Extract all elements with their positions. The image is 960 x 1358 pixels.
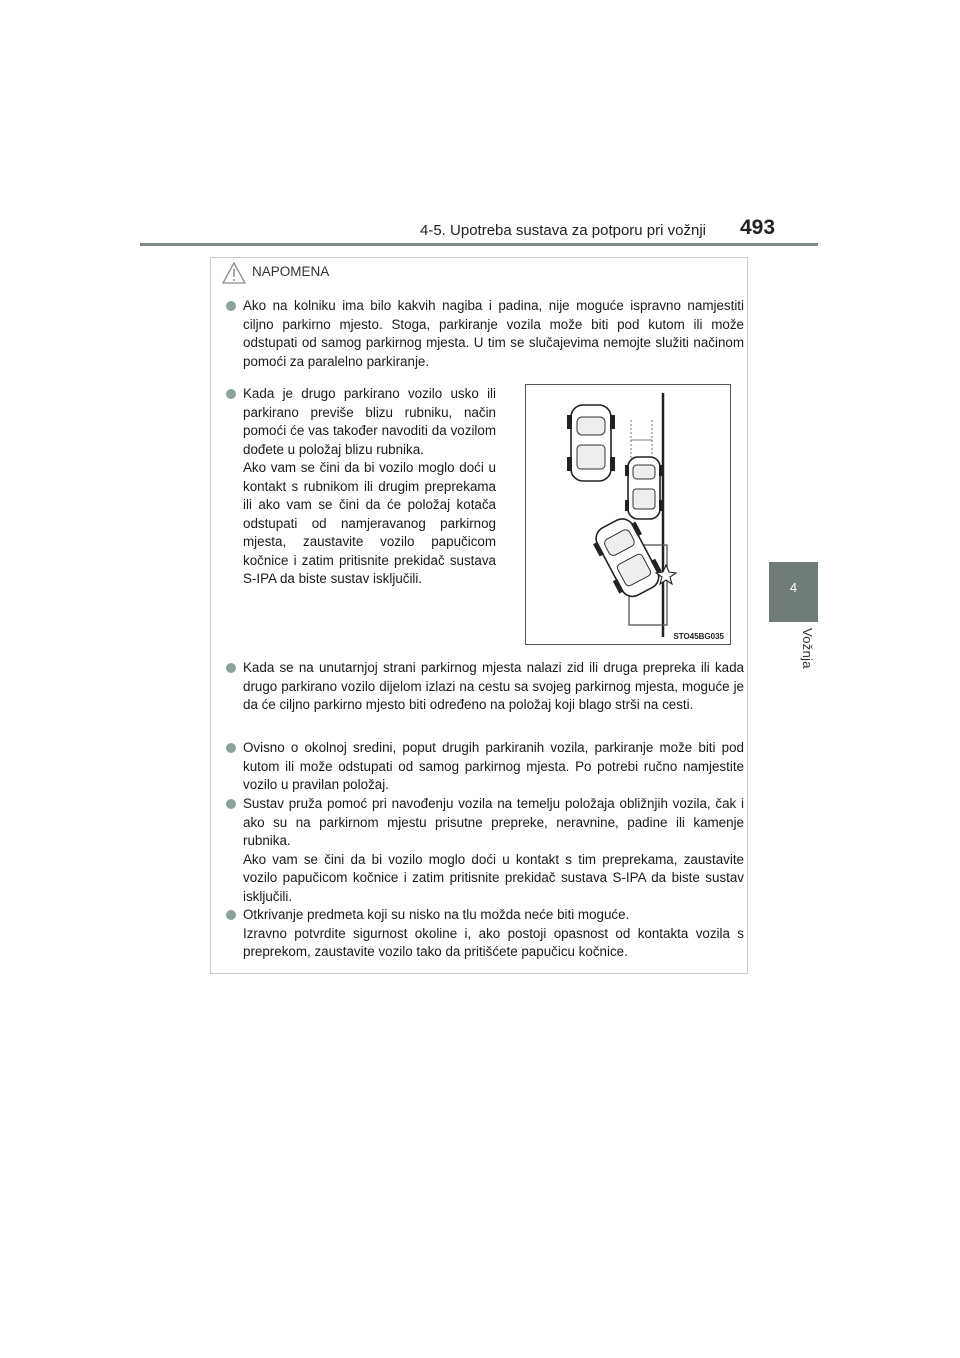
bullet-dot <box>226 910 236 920</box>
bullet-dot <box>226 799 236 809</box>
bullet-paragraph: Kada je drugo parkirano vozilo usko ili parkirano previše blizu rubniku, način pomoći će vas također navoditi da vozilom dođete u položaj blizu rubnika. <box>243 386 496 457</box>
chapter-tab <box>769 562 818 622</box>
bullet-paragraph: Otkrivanje predmeta koji su nisko na tlu možda neće biti moguće. <box>243 907 630 922</box>
bullet-paragraph: Ovisno o okolnoj sredini, poput drugih parkiranih vozila, parkiranje može biti pod kutom ili može odstupati od samog parkirnog mjesta. Po potrebi ručno namjestite vozilo u pravilan položaj. <box>243 740 744 792</box>
reversing-car <box>588 513 666 603</box>
bullet-paragraph: Kada se na unutarnjoj strani parkirnog mjesta nalazi zid ili druga prepreka ili kada drugo parkirano vozilo dijelom izlazi na cestu sa svojeg parkirnog mjesta, moguće je da će ciljno parkirno mjesto biti određeno na položaj koji blago strši na cesti. <box>243 660 744 712</box>
warning-triangle-icon <box>222 262 246 284</box>
note-bullet-4 <box>226 739 744 795</box>
bullet-paragraph: Ako na kolniku ima bilo kakvih nagiba i padina, nije moguće ispravno namjestiti ciljno parkirno mjesto. Stoga, parkiranje vozila može biti pod kutom ili može odstupati od samog parkirnog mjesta. U tim se slučajevima nemojte služiti načinom pomoći za paralelno parkiranje. <box>243 298 744 369</box>
parked-car-front <box>567 405 615 481</box>
parking-illustration <box>525 384 731 645</box>
figure-code: STO45BG035 <box>673 632 724 641</box>
bullet-paragraph: Ako vam se čini da bi vozilo moglo doći u kontakt s tim preprekama, zaustavite vozilo papučicom kočnice i zatim pritisnite prekidač sustava S-IPA da biste sustav isključili. <box>243 851 744 904</box>
note-bullet-6 <box>226 906 744 962</box>
parking-diagram <box>526 385 730 644</box>
bullet-dot <box>226 743 236 753</box>
bullet-paragraph: Sustav pruža pomoć pri navođenju vozila na temelju položaja obližnjih vozila, čak i ako su na parkirnom mjestu prisutne prepreke, neravnine, padine ili kamenje rubnika. <box>243 796 744 848</box>
chapter-number: 4 <box>789 580 798 595</box>
bullet-dot <box>226 389 236 399</box>
bullet-paragraph: Ako vam se čini da bi vozilo moglo doći u kontakt s rubnikom ili drugim preprekama ili ako vam se čini da će položaj kotača odstupati od namjeravanog parkirnog mjesta, zaustavite vozilo papučicom kočnice i zatim pritisnite prekidač sustava S-IPA da biste sustav isključili. <box>243 460 496 586</box>
note-bullet-3 <box>226 659 744 715</box>
note-bullet-5 <box>226 795 744 906</box>
bullet-dot <box>226 663 236 673</box>
header-rule <box>140 243 818 246</box>
page-number: 493 <box>740 216 776 239</box>
note-bullet-2 <box>226 385 496 589</box>
note-label: NAPOMENA <box>252 264 330 279</box>
bullet-dot <box>226 301 236 311</box>
chapter-label: Vožnja <box>800 628 815 669</box>
note-bullet-1 <box>226 297 744 371</box>
parked-car-middle <box>625 457 663 519</box>
section-title: 4-5. Upotreba sustava za potporu pri vožnji <box>420 222 706 239</box>
bullet-paragraph: Izravno potvrdite sigurnost okoline i, ako postoji opasnost od kontakta vozila s preprekom, zaustavite vozilo tako da pritišćete papučicu kočnice. <box>243 925 744 959</box>
